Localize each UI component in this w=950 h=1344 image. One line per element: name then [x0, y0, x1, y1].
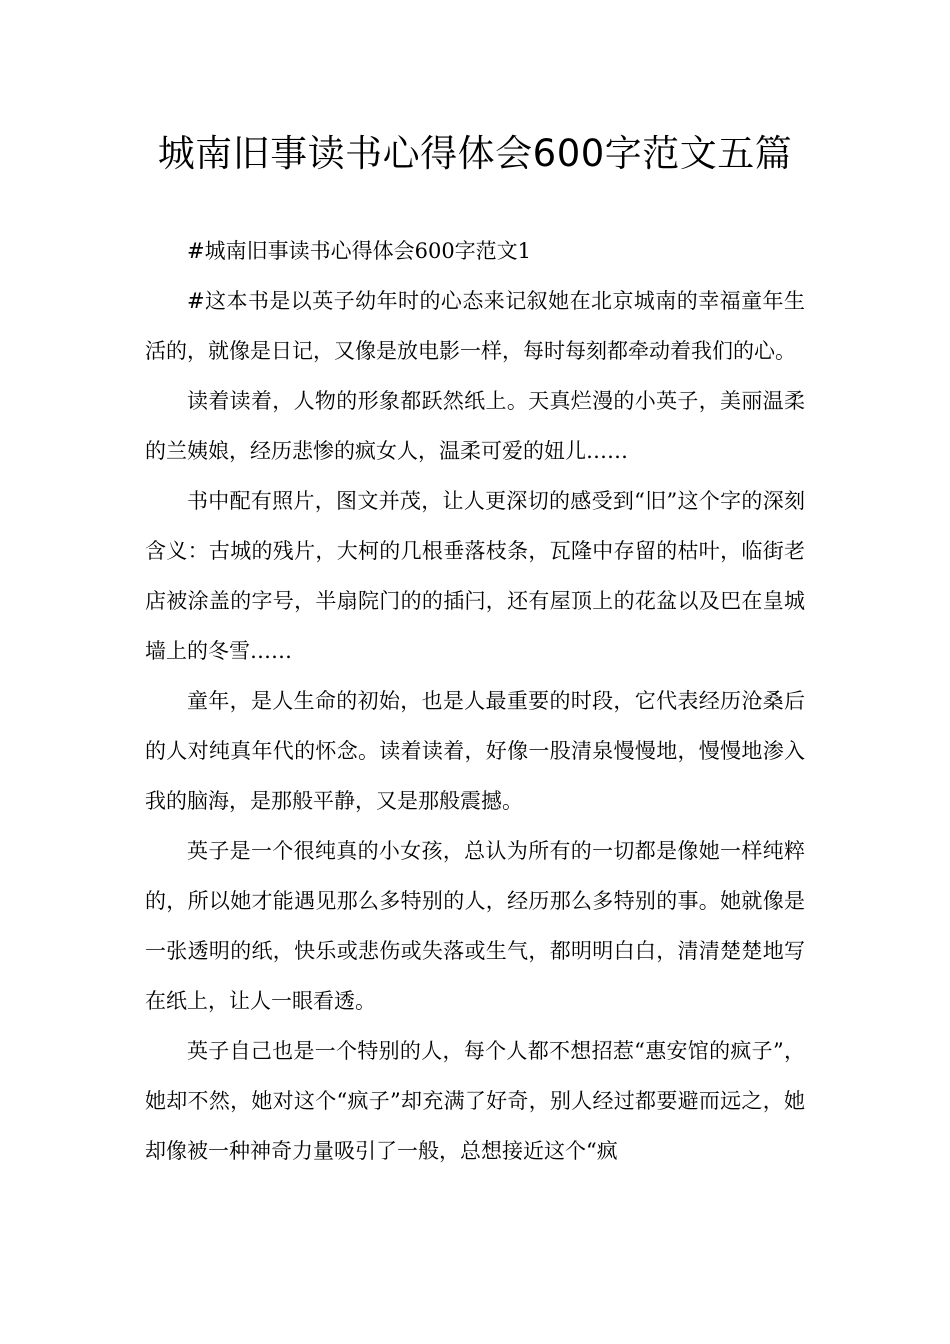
paragraph: 读着读着，人物的形象都跃然纸上。天真烂漫的小英子，美丽温柔的兰姨娘，经历悲惨的疯女人，温柔可爱的妞儿……: [145, 389, 805, 463]
paragraph: 童年，是人生命的初始，也是人最重要的时段，它代表经历沧桑后的人对纯真年代的怀念。读着读着，好像一股清泉慢慢地，慢慢地渗入我的脑海，是那般平静，又是那般震撼。: [145, 689, 805, 813]
paragraph: #这本书是以英子幼年时的心态来记叙她在北京城南的幸福童年生活的，就像是日记，又像是放电影一样，每时每刻都牵动着我们的心。: [145, 289, 805, 363]
paragraph-heading: #城南旧事读书心得体会600字范文1: [187, 239, 532, 263]
paragraph: 书中配有照片，图文并茂，让人更深切的感受到“旧”这个字的深刻含义：古城的残片，大柯的几根垂落枝条，瓦隆中存留的枯叶，临街老店被涂盖的字号，半扇院门的的插闩，还有屋顶上的花盆以及巴在皇城墙上的冬雪……: [145, 489, 805, 663]
document-body: [145, 226, 805, 1176]
document-title: 城南旧事读书心得体会600字范文五篇: [157, 132, 793, 175]
paragraph: 英子是一个很纯真的小女孩，总认为所有的一切都是像她一样纯粹的，所以她才能遇见那么多特别的人，经历那么多特别的事。她就像是一张透明的纸，快乐或悲伤或失落或生气，都明明白白，清清楚楚地写在纸上，让人一眼看透。: [145, 839, 805, 1013]
paragraph: 英子自己也是一个特别的人，每个人都不想招惹“惠安馆的疯子”，她却不然，她对这个“疯子”却充满了好奇，别人经过都要避而远之，她却像被一种神奇力量吸引了一般，总想接近这个“疯: [145, 1039, 805, 1163]
